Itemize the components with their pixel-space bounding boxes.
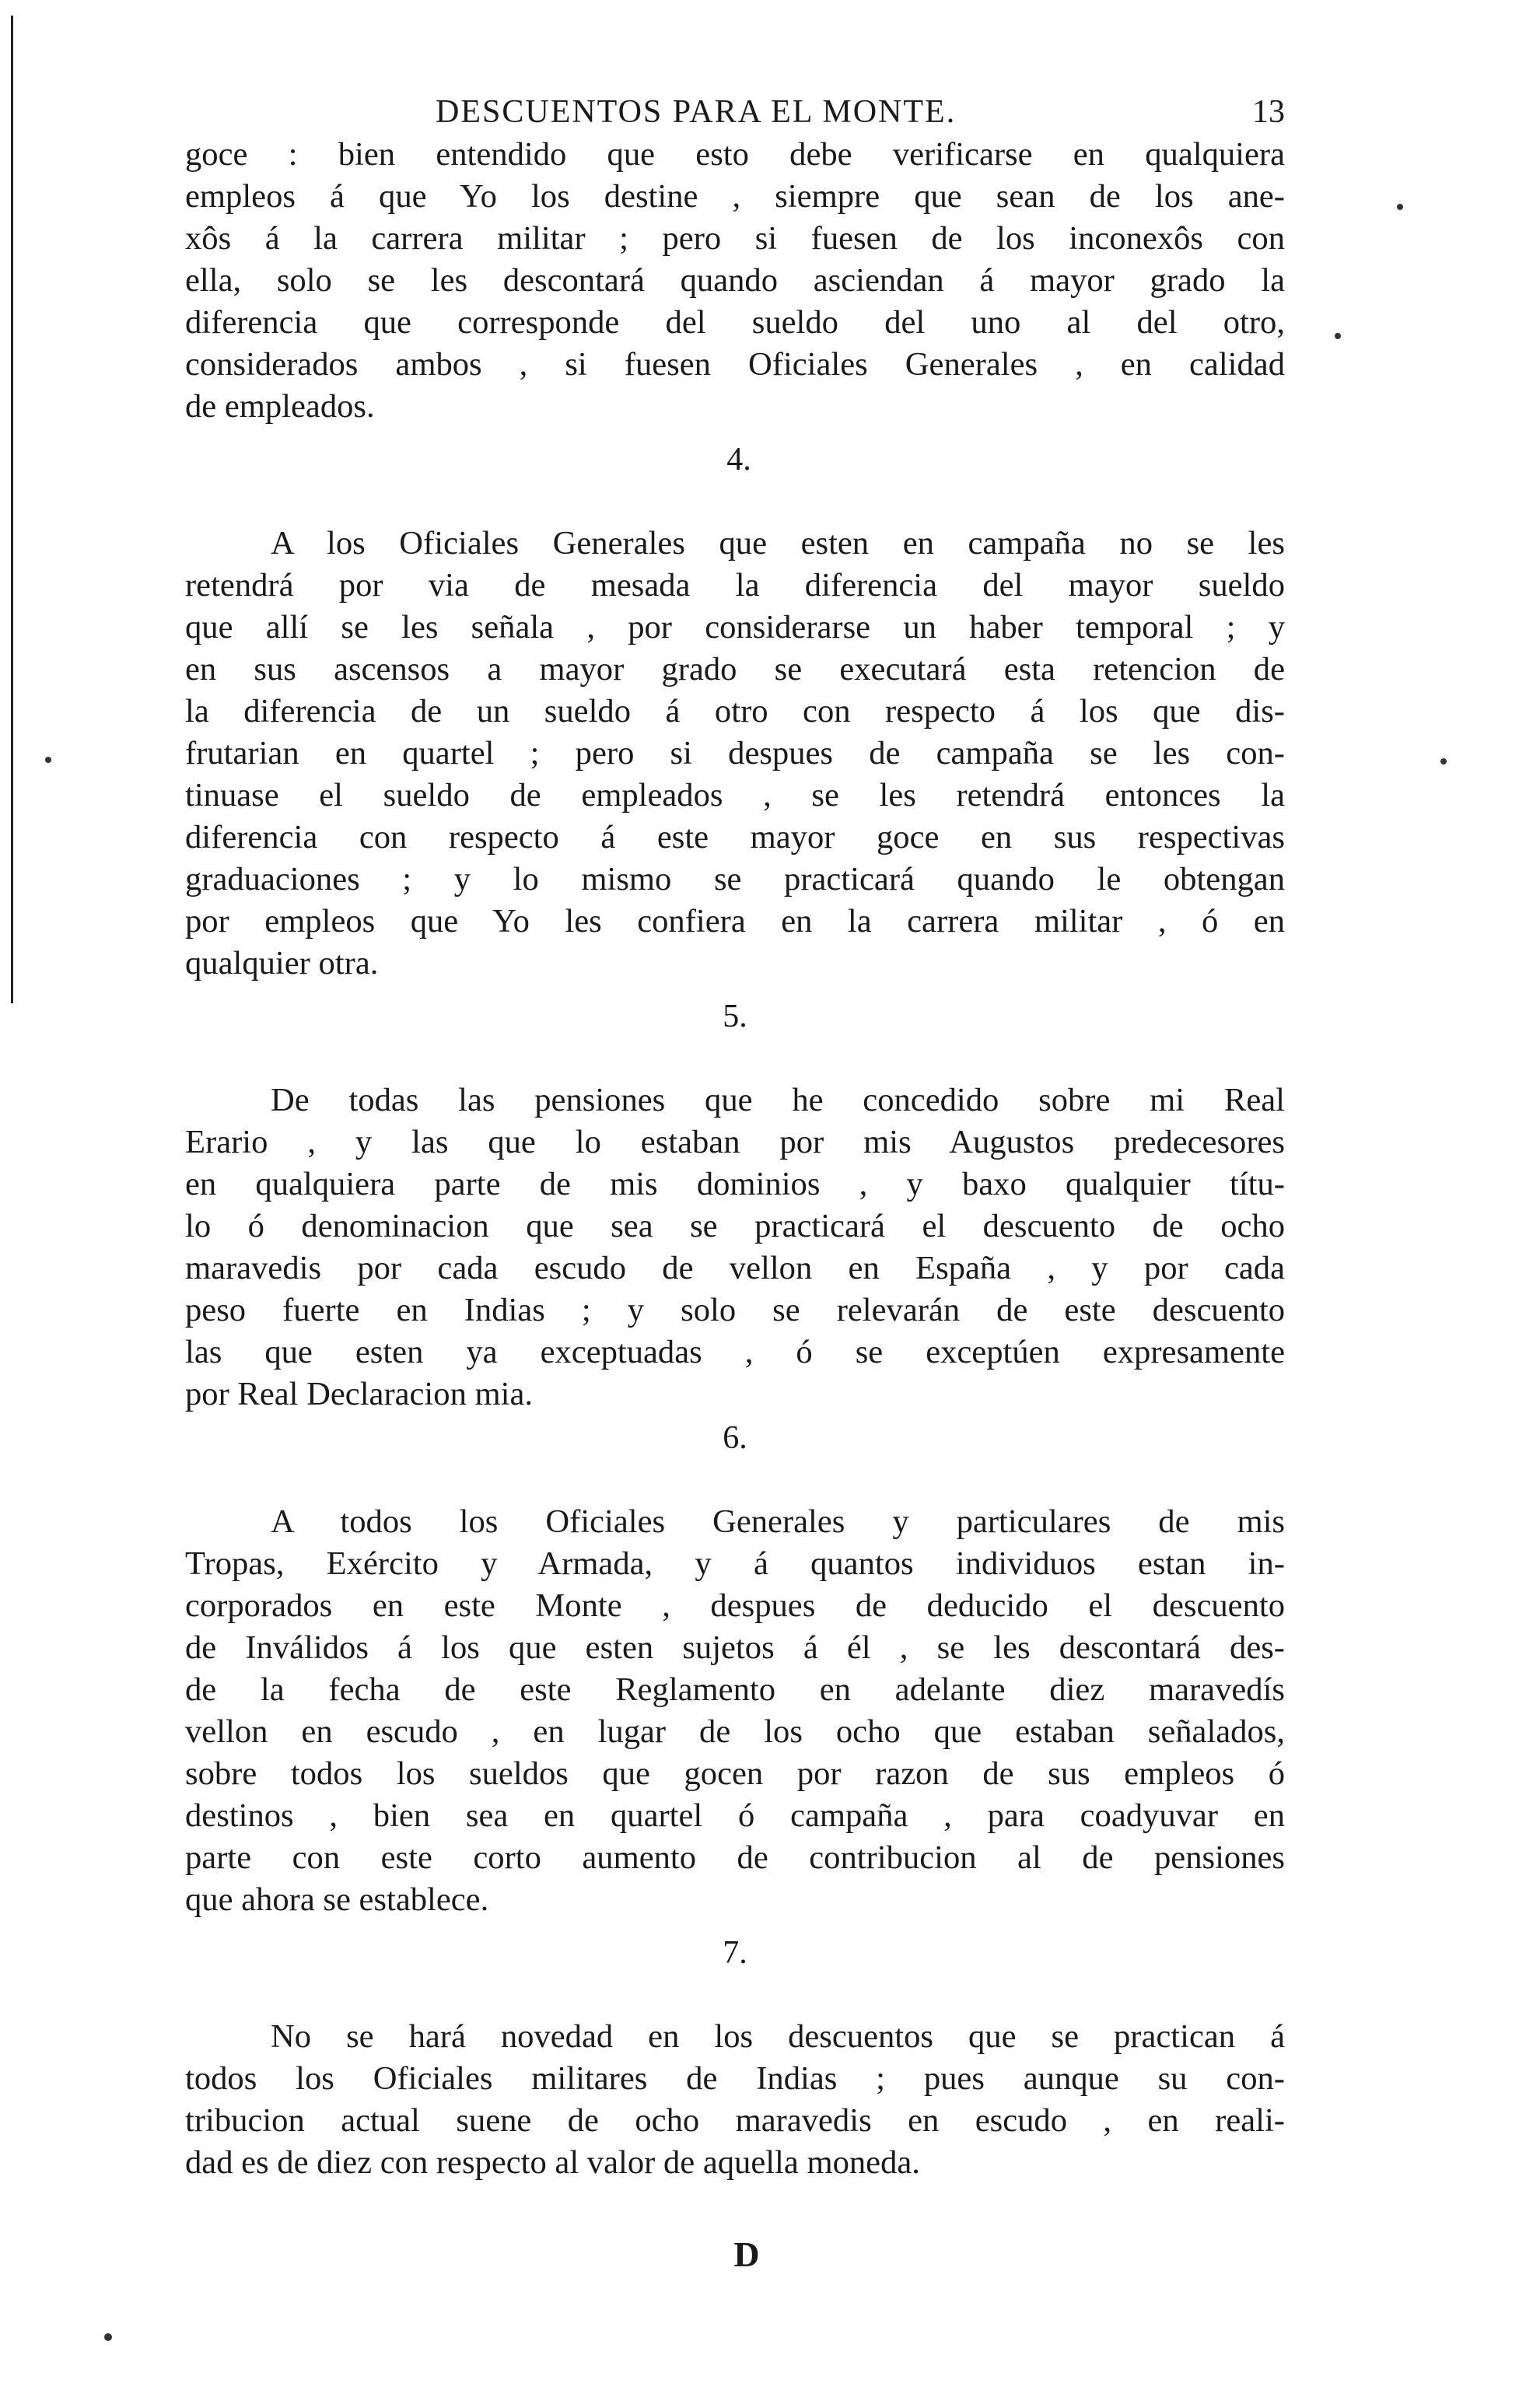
- text-line: de la fecha de este Reglamento en adelante diez maravedís: [185, 1671, 1285, 1708]
- text-line: por Real Declaracion mia.: [185, 1376, 534, 1412]
- text-line: A los Oficiales Generales que esten en campaña no se les: [271, 525, 1285, 562]
- section-paragraph: [185, 2016, 1285, 2184]
- text-line: maravedis por cada escudo de vellon en España , y por cada: [185, 1250, 1285, 1286]
- text-line: en sus ascensos a mayor grado se executará esta retencion de: [185, 651, 1285, 688]
- text-line: dad es de diez con respecto al valor de aquella moneda.: [185, 2144, 920, 2181]
- text-line: xôs á la carrera militar ; pero si fuesen de los inconexôs con: [185, 220, 1285, 257]
- page-number: 13: [1252, 94, 1285, 130]
- section-paragraph: [185, 523, 1285, 985]
- text-line: diferencia con respecto á este mayor goce en sus respectivas: [185, 819, 1285, 856]
- running-title: DESCUENTOS PARA EL MONTE.: [436, 94, 957, 130]
- text-line: de empleados.: [185, 388, 375, 425]
- page-edge-rule: [11, 16, 13, 1003]
- text-line: considerados ambos , si fuesen Oficiales Generales , en calidad: [185, 346, 1285, 383]
- section-number: 5.: [723, 999, 747, 1034]
- text-line: retendrá por via de mesada la diferencia del mayor sueldo: [185, 567, 1285, 604]
- text-line: Tropas, Exército y Armada, y á quantos individuos estan in-: [185, 1545, 1285, 1582]
- text-line: todos los Oficiales militares de Indias ; pues aunque su con-: [185, 2060, 1285, 2097]
- text-line: la diferencia de un sueldo á otro con respecto á los que dis-: [185, 693, 1285, 730]
- section-paragraph: [185, 1080, 1285, 1415]
- document-page: [185, 92, 1285, 2275]
- text-line: tribucion actual suene de ocho maravedis en escudo , en reali-: [185, 2102, 1285, 2139]
- text-line: las que esten ya exceptuadas , ó se exceptúen expresamente: [185, 1334, 1285, 1370]
- text-line: destinos , bien sea en quartel ó campaña , para coadyuvar en: [185, 1797, 1285, 1834]
- text-line: vellon en escudo , en lugar de los ocho que estaban señalados,: [185, 1713, 1285, 1750]
- text-line: sobre todos los sueldos que gocen por razon de sus empleos ó: [185, 1755, 1285, 1792]
- scan-speck: [1335, 333, 1341, 339]
- running-header: [185, 92, 1285, 132]
- text-line: corporados en este Monte , despues de deducido el descuento: [185, 1587, 1285, 1624]
- section-number: 6.: [723, 1420, 747, 1456]
- text-line: de Inválidos á los que esten sujetos á él , se les descontará des-: [185, 1629, 1285, 1666]
- text-line: Erario , y las que lo estaban por mis Augustos predecesores: [185, 1124, 1285, 1160]
- text-line: A todos los Oficiales Generales y particulares de mis: [271, 1503, 1285, 1540]
- text-line: empleos á que Yo los destine , siempre que sean de los ane-: [185, 178, 1285, 215]
- section-number: 4.: [726, 442, 751, 478]
- text-line: frutarian en quartel ; pero si despues de campaña se les con-: [185, 735, 1285, 772]
- text-line: No se hará novedad en los descuentos que se practican á: [271, 2018, 1285, 2055]
- section-number: 7.: [723, 1935, 747, 1971]
- signature-mark: D: [733, 2234, 760, 2274]
- text-line: por empleos que Yo les confiera en la carrera militar , ó en: [185, 903, 1285, 940]
- text-line: peso fuerte en Indias ; y solo se relevarán de este descuento: [185, 1292, 1285, 1328]
- text-line: parte con este corto aumento de contribucion al de pensiones: [185, 1839, 1285, 1876]
- text-line: que allí se les señala , por considerarse un haber temporal ; y: [185, 609, 1285, 646]
- text-line: que ahora se establece.: [185, 1881, 489, 1918]
- scan-speck: [1397, 204, 1403, 210]
- text-line: qualquier otra.: [185, 945, 379, 982]
- scan-speck: [1440, 758, 1447, 765]
- text-line: lo ó denominacion que sea se practicará el descuento de ocho: [185, 1208, 1285, 1244]
- paragraph-continuation: [185, 134, 1285, 428]
- text-line: ella, solo se les descontará quando asciendan á mayor grado la: [185, 262, 1285, 299]
- text-line: De todas las pensiones que he concedido sobre mi Real: [271, 1082, 1285, 1118]
- scan-speck: [104, 2333, 112, 2341]
- text-line: tinuase el sueldo de empleados , se les retendrá entonces la: [185, 777, 1285, 814]
- text-line: goce : bien entendido que esto debe verificarse en qualquiera: [185, 136, 1285, 173]
- section-paragraph: [185, 1501, 1285, 1921]
- scan-speck: [45, 757, 51, 763]
- text-line: en qualquiera parte de mis dominios , y baxo qualquier títu-: [185, 1166, 1285, 1202]
- text-line: diferencia que corresponde del sueldo del uno al del otro,: [185, 304, 1285, 341]
- text-line: graduaciones ; y lo mismo se practicará quando le obtengan: [185, 861, 1285, 898]
